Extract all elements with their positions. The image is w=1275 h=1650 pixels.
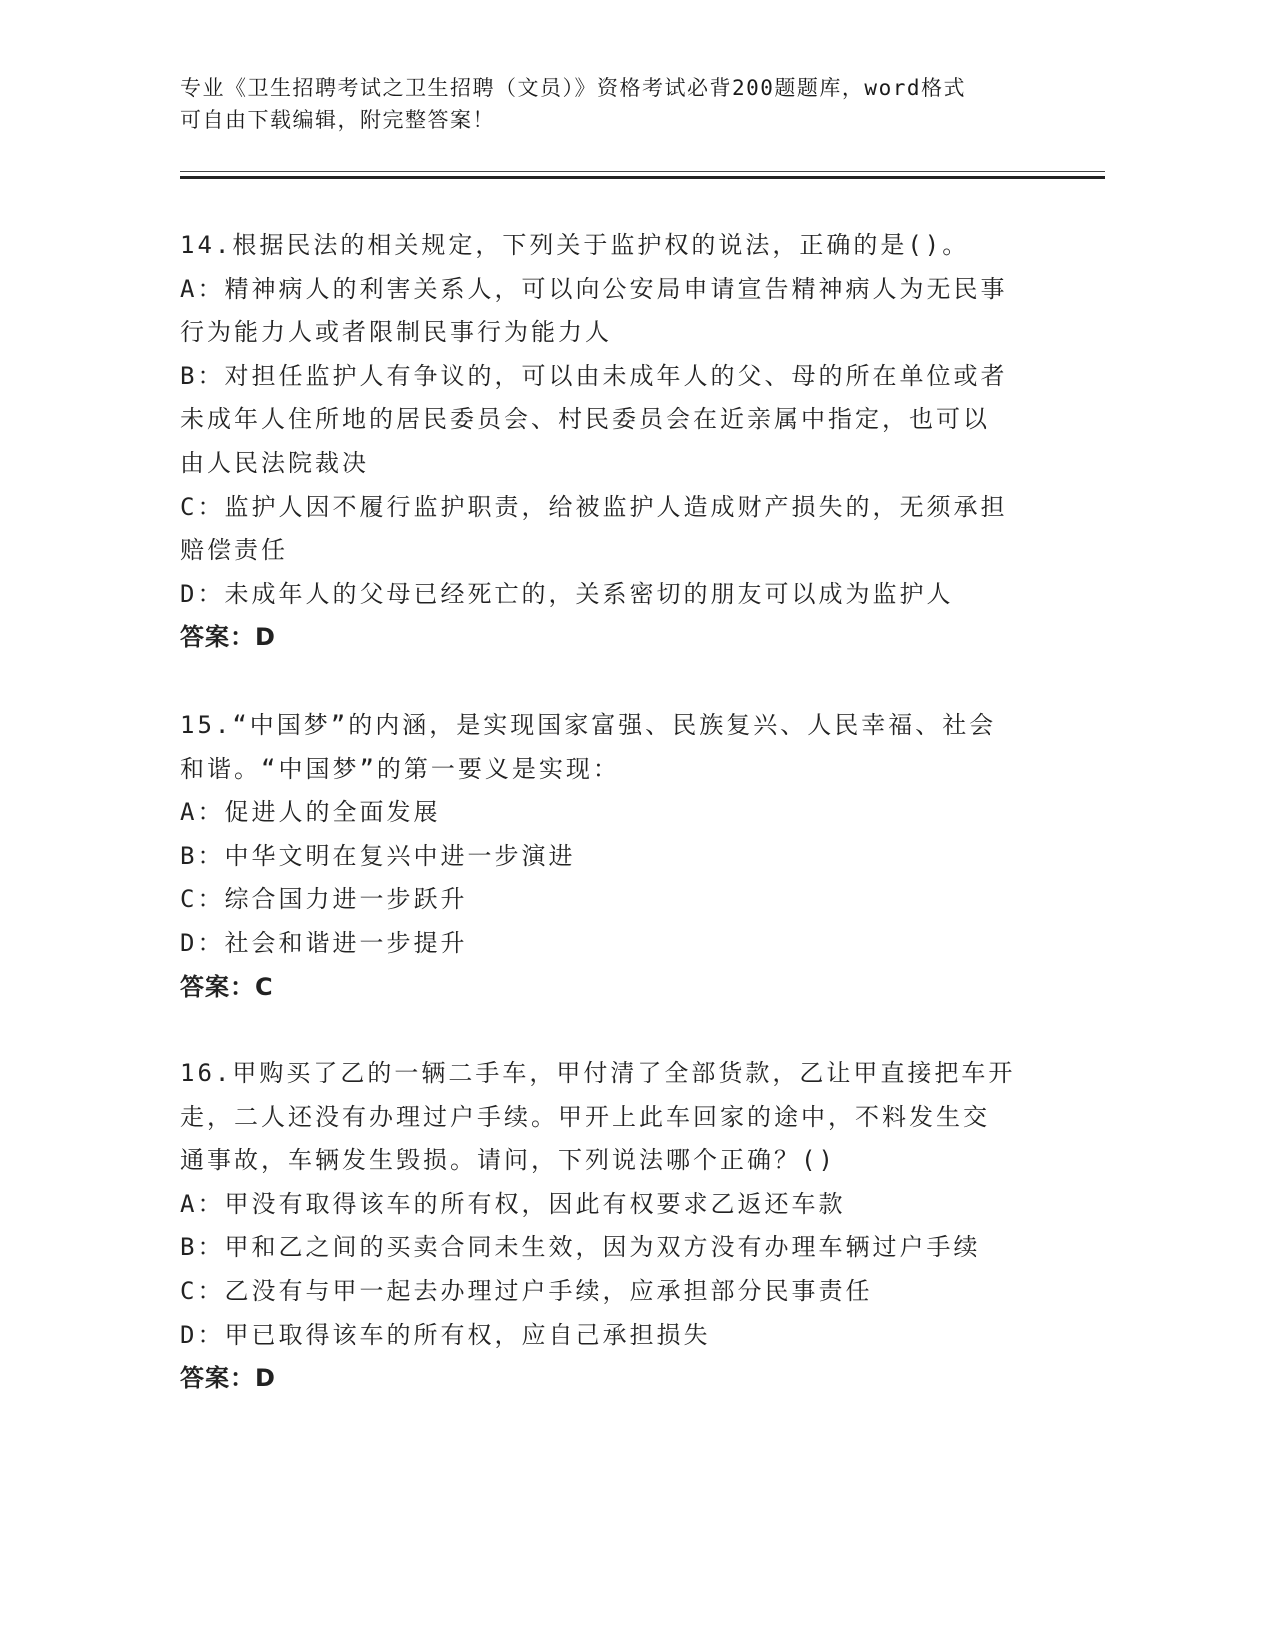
question-14 bbox=[180, 224, 1040, 660]
option-d: D：未成年人的父母已经死亡的，关系密切的朋友可以成为监护人 bbox=[180, 579, 954, 608]
header-divider-thin bbox=[180, 171, 1105, 172]
option-d: D：甲已取得该车的所有权，应自己承担损失 bbox=[180, 1320, 711, 1349]
option-a: A：促进人的全面发展 bbox=[180, 798, 441, 827]
header-line-1: 专业《卫生招聘考试之卫生招聘（文员）》资格考试必背200题题库，word格式 bbox=[180, 76, 966, 100]
question-stem: 16.甲购买了乙的一辆二手车，甲付清了全部货款，乙让甲直接把车开 bbox=[180, 1059, 1016, 1087]
option-b: B：甲和乙之间的买卖合同未生效，因为双方没有办理车辆过户手续 bbox=[180, 1233, 981, 1262]
header-divider-thick bbox=[180, 176, 1105, 179]
question-15 bbox=[180, 704, 1040, 1009]
option-a: A：甲没有取得该车的所有权，因此有权要求乙返还车款 bbox=[180, 1189, 846, 1218]
answer: 答案：D bbox=[180, 623, 276, 652]
option-b: B：对担任监护人有争议的，可以由未成年人的父、母的所在单位或者 bbox=[180, 361, 1008, 390]
question-stem: 14.根据民法的相关规定，下列关于监护权的说法，正确的是()。 bbox=[180, 231, 970, 259]
question-stem-cont: 通事故，车辆发生毁损。请问，下列说法哪个正确？() bbox=[180, 1146, 836, 1175]
option-a: A：精神病人的利害关系人，可以向公安局申请宣告精神病人为无民事 bbox=[180, 274, 1008, 303]
option-b-cont: 由人民法院裁决 bbox=[180, 448, 369, 477]
question-16 bbox=[180, 1052, 1040, 1401]
header-line-2: 可自由下载编辑，附完整答案！ bbox=[180, 108, 495, 132]
question-stem: 15.“中国梦”的内涵，是实现国家富强、民族复兴、人民幸福、社会 bbox=[180, 711, 997, 739]
option-a-cont: 行为能力人或者限制民事行为能力人 bbox=[180, 318, 612, 347]
question-stem-cont: 和谐。“中国梦”的第一要义是实现： bbox=[180, 754, 620, 783]
option-d: D：社会和谐进一步提升 bbox=[180, 928, 468, 957]
option-c: C：监护人因不履行监护职责，给被监护人造成财产损失的，无须承担 bbox=[180, 492, 1008, 521]
option-b-cont: 未成年人住所地的居民委员会、村民委员会在近亲属中指定，也可以 bbox=[180, 405, 990, 434]
answer: 答案：D bbox=[180, 1364, 276, 1393]
answer: 答案：C bbox=[180, 972, 274, 1001]
option-c-cont: 赔偿责任 bbox=[180, 536, 288, 565]
option-b: B：中华文明在复兴中进一步演进 bbox=[180, 841, 576, 870]
question-stem-cont: 走，二人还没有办理过户手续。甲开上此车回家的途中，不料发生交 bbox=[180, 1102, 990, 1131]
option-c: C：乙没有与甲一起去办理过户手续，应承担部分民事责任 bbox=[180, 1276, 873, 1305]
document-header bbox=[180, 72, 1040, 136]
option-c: C：综合国力进一步跃升 bbox=[180, 885, 468, 914]
